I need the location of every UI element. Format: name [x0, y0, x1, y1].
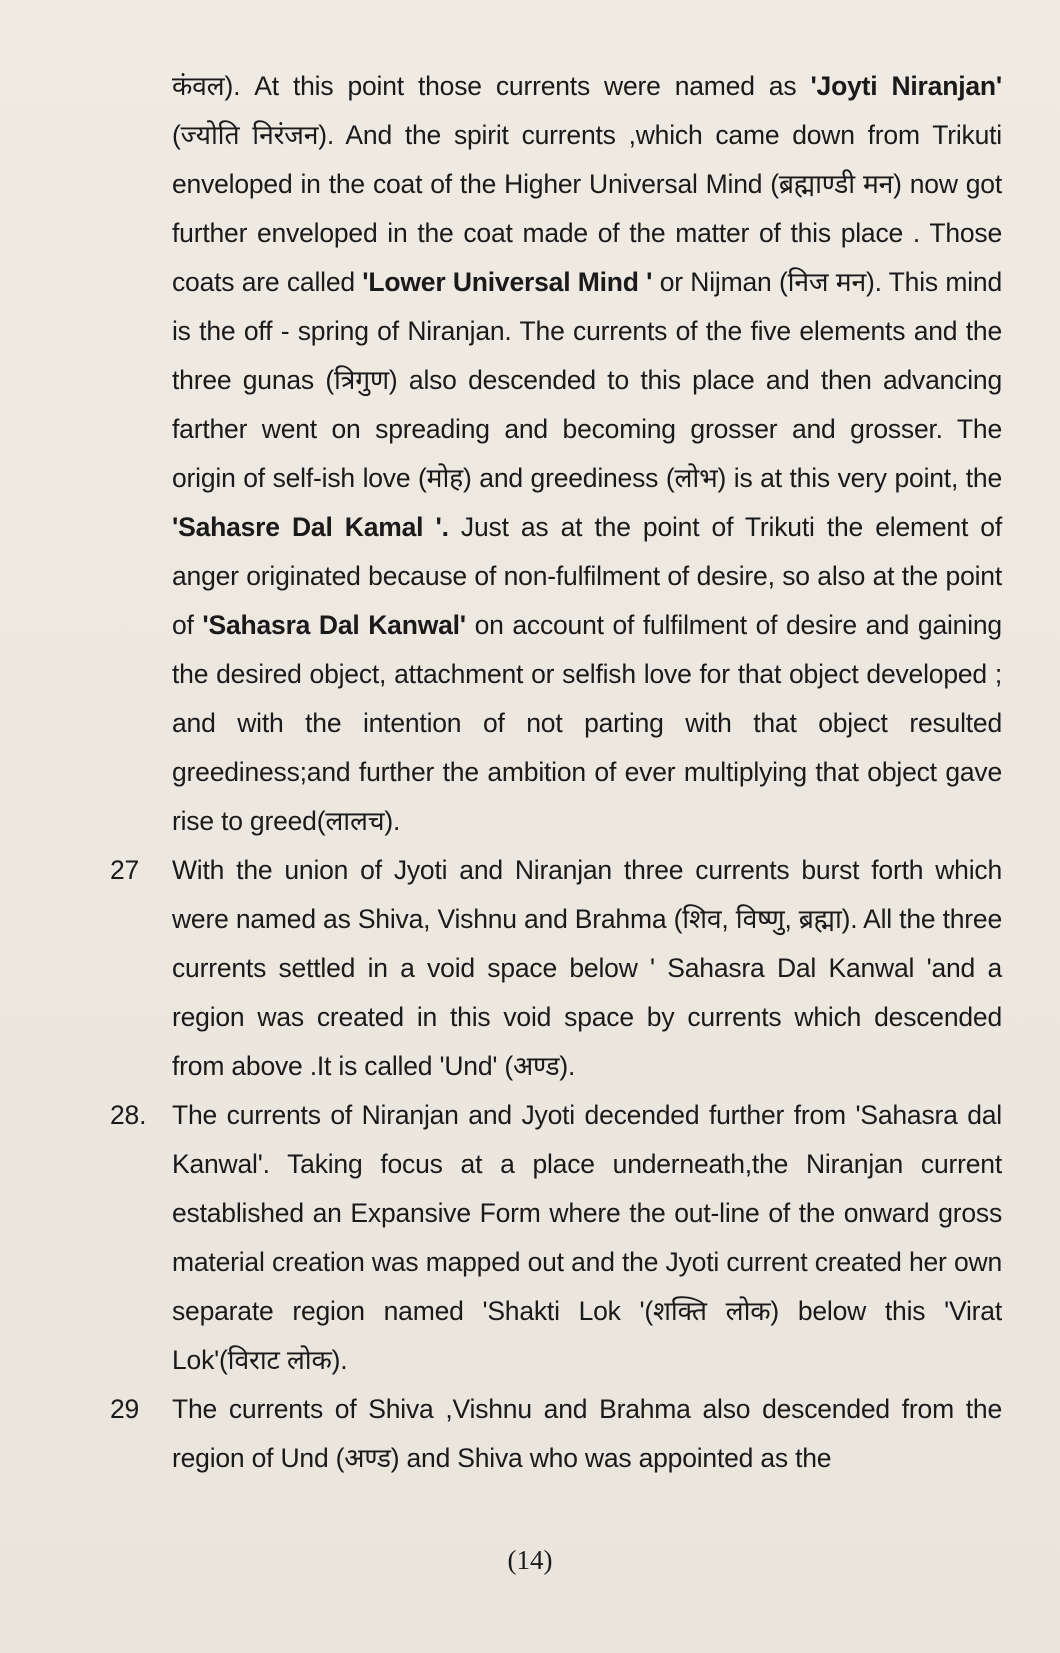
paragraph-text: [172, 1385, 1002, 1483]
paragraph-number: 28.: [110, 1100, 147, 1130]
text-run: or Nijman (निज मन). This mind is the off - spring of Niranjan. The currents of the five elements and the three gunas (त्रिगुण) also descended to this place and then advancing farther went on spreading and becoming grosser and grosser. The origin of self-ish love (मोह) and greediness (लोभ) is at this very point, the: [172, 267, 1002, 493]
paragraph-text: [172, 846, 1002, 1091]
paragraph-text: [172, 62, 1002, 846]
text-run: कंवल). At this point those currents were named as: [172, 71, 811, 101]
body-text: [110, 62, 1002, 1483]
paragraph-text: [172, 1091, 1002, 1385]
text-run: With the union of Jyoti and Niranjan three currents burst forth which were named as Shiva, Vishnu and Brahma (शिव, विष्णु, ब्रह्मा). All the three currents settled in a void space below ' Sahasra Dal Kanwal 'and a region was created in this void space by currents which descended from above .It is called 'Und' (अण्ड).: [172, 855, 1002, 1081]
text-run: (ज्योति निरंजन). And the spirit currents ,which came down from Trikuti enveloped in the coat of the Higher Universal Mind (ब्रह्माण्डी मन) now got further enveloped in the coat made of the matter of this place . Those coats are called: [172, 120, 1002, 297]
page-number: (14): [507, 1545, 553, 1575]
bold-term: 'Sahasre Dal Kamal '.: [172, 512, 449, 542]
paragraph: [110, 1091, 1002, 1385]
paragraph: [110, 1385, 1002, 1483]
text-run: The currents of Niranjan and Jyoti decended further from 'Sahasra dal Kanwal'. Taking focus at a place underneath,the Niranjan current established an Expansive Form where the out-line of the onward gross material creation was mapped out and the Jyoti current created her own separate region named 'Shakti Lok '(शक्ति लोक) below this 'Virat Lok'(विराट लोक).: [172, 1100, 1002, 1375]
paragraph: [110, 62, 1002, 846]
bold-term: 'Lower Universal Mind ': [362, 267, 653, 297]
paragraph: [110, 846, 1002, 1091]
text-run: on account of fulfilment of desire and gaining the desired object, attachment or selfish love for that object developed ; and with the intention of not parting with that object resulted greediness;and further the ambition of ever multiplying that object gave rise to greed(लालच).: [172, 610, 1002, 836]
paragraph-number: 29: [110, 1394, 140, 1424]
paragraph-number: 27: [110, 855, 140, 885]
text-run: Just as at the point of Trikuti the element of anger originated because of non-fulfilment of desire, so also at the point of: [172, 512, 1002, 640]
bold-term: 'Joyti Niranjan': [810, 71, 1002, 101]
text-run: The currents of Shiva ,Vishnu and Brahma also descended from the region of Und (अण्ड) and Shiva who was appointed as the: [172, 1394, 1002, 1473]
bold-term: 'Sahasra Dal Kanwal': [202, 610, 466, 640]
